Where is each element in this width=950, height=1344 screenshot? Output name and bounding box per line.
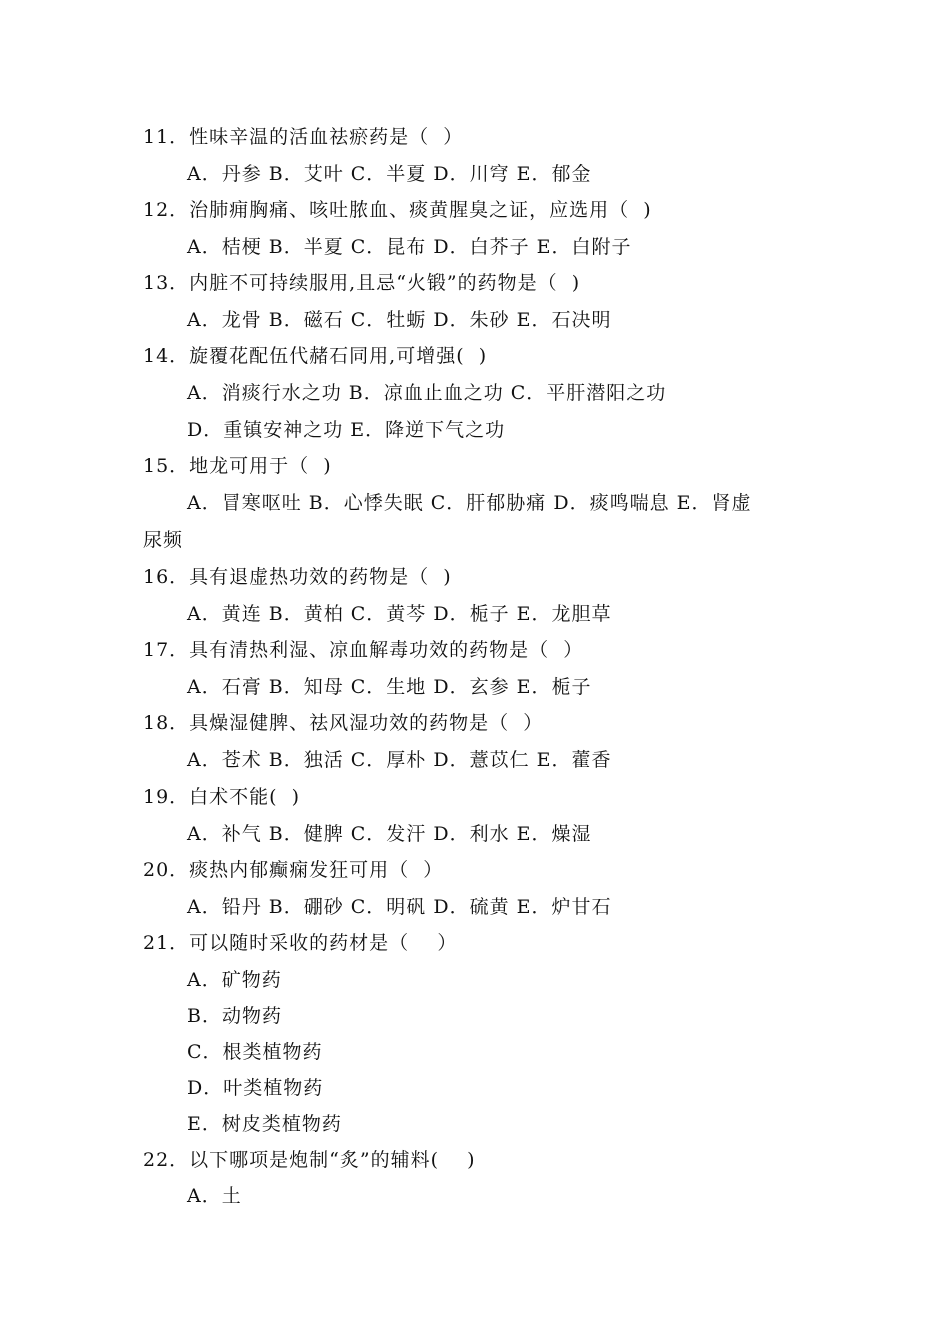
question-11-stem: 11．性味辛温的活血祛瘀药是（ ） [143, 126, 464, 148]
question-19-options: A．补气 B．健脾 C．发汗 D．利水 E．燥湿 [187, 823, 592, 845]
question-17-options: A．石膏 B．知母 C．生地 D．玄参 E．栀子 [187, 676, 592, 698]
question-21-option-a: A．矿物药 [187, 969, 282, 991]
question-20-stem: 20．痰热内郁癫痫发狂可用（ ） [143, 859, 444, 881]
question-21-option-e: E．树皮类植物药 [187, 1113, 342, 1135]
question-14-options-line-1: A．消痰行水之功 B．凉血止血之功 C．平肝潜阳之功 [187, 382, 667, 404]
question-22-option-a: A．土 [187, 1185, 242, 1207]
question-12-options: A．桔梗 B．半夏 C．昆布 D．白芥子 E．白附子 [187, 236, 632, 258]
question-18-options: A．苍术 B．独活 C．厚朴 D．薏苡仁 E．藿香 [187, 749, 612, 771]
question-14-options-line-2: D．重镇安神之功 E．降逆下气之功 [187, 419, 506, 441]
question-15-options: A．冒寒呕吐 B．心悸失眠 C．肝郁胁痛 D．痰鸣喘息 E．肾虚 [187, 492, 752, 514]
question-21-option-d: D．叶类植物药 [187, 1077, 324, 1099]
question-21-option-c: C．根类植物药 [187, 1041, 323, 1063]
question-20-options: A．铅丹 B．硼砂 C．明矾 D．硫黄 E．炉甘石 [187, 896, 612, 918]
question-15-stem: 15．地龙可用于（ ) [143, 455, 332, 477]
question-21-option-b: B．动物药 [187, 1005, 282, 1027]
question-13-options: A．龙骨 B．磁石 C．牡蛎 D．朱砂 E．石决明 [187, 309, 612, 331]
question-17-stem: 17．具有清热利湿、凉血解毒功效的药物是（ ） [143, 639, 584, 661]
question-18-stem: 18．具燥湿健脾、祛风湿功效的药物是（ ） [143, 712, 544, 734]
question-21-stem: 21．可以随时采收的药材是（ ） [143, 932, 458, 954]
question-22-stem: 22．以下哪项是炮制“炙”的辅料( ) [143, 1149, 476, 1171]
question-13-stem: 13．内脏不可持续服用,且忌“火锻”的药物是（ ) [143, 272, 581, 294]
question-11-options: A．丹参 B．艾叶 C．半夏 D．川穹 E．郁金 [187, 163, 592, 185]
question-14-stem: 14．旋覆花配伍代赭石同用,可增强( ) [143, 345, 488, 367]
question-19-stem: 19．白术不能( ) [143, 786, 301, 808]
question-12-stem: 12．治肺痈胸痛、咳吐脓血、痰黄腥臭之证，应选用（ ) [143, 199, 652, 221]
question-15-options-continuation: 尿频 [143, 529, 184, 551]
question-16-stem: 16．具有退虚热功效的药物是（ ) [143, 566, 452, 588]
question-16-options: A．黄连 B．黄柏 C．黄芩 D．栀子 E．龙胆草 [187, 603, 612, 625]
